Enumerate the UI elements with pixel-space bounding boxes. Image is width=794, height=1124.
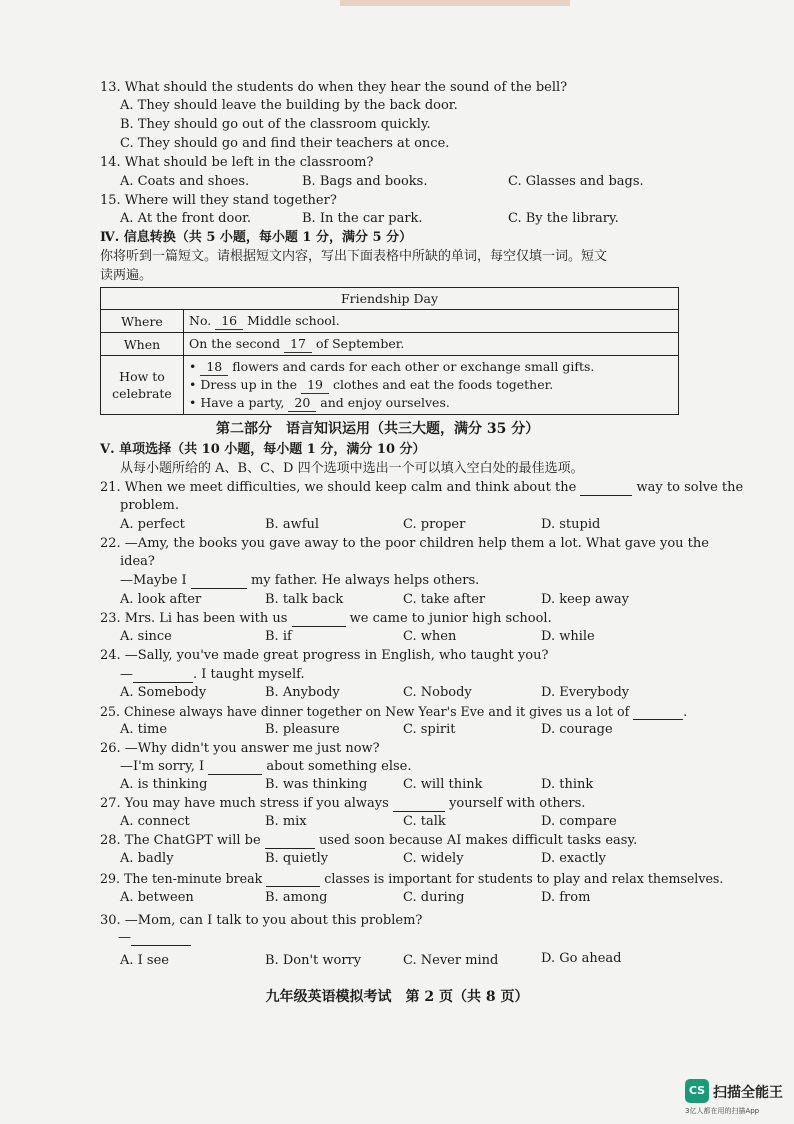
q14-stem: 14. What should be left in the classroom?	[100, 155, 374, 170]
q27-text-b: yourself with others.	[449, 796, 586, 811]
q15-stem: 15. Where will they stand together?	[100, 193, 337, 208]
q28-stem	[100, 833, 637, 849]
q25-option-d: D. courage	[541, 722, 613, 737]
q22-reply	[120, 573, 479, 589]
q13-option-b: B. They should go out of the classroom quickly.	[120, 117, 431, 132]
blank-18: 18	[200, 358, 228, 376]
top-edge-mark	[340, 0, 570, 6]
q22-reply-b: my father. He always helps others.	[250, 573, 480, 588]
when-suffix: of September.	[315, 336, 405, 351]
how-label-line2: celebrate	[112, 386, 172, 401]
q26-reply-a: —I'm sorry, I	[120, 759, 205, 774]
q30-option-c: C. Never mind	[403, 953, 499, 968]
q27-option-d: D. compare	[541, 814, 617, 829]
q22-option-b: B. talk back	[265, 592, 344, 607]
q15-option-c: C. By the library.	[508, 211, 619, 226]
how-label-line1: How to	[119, 369, 165, 384]
q23-option-a: A. since	[120, 629, 172, 644]
q29-text-a: 29. The ten-minute break	[100, 871, 263, 886]
q27-blank	[393, 798, 445, 812]
camscanner-logo: CS	[685, 1079, 709, 1103]
q26-option-b: B. was thinking	[265, 777, 368, 792]
q28-text-b: used soon because AI makes difficult tasks easy.	[318, 833, 638, 848]
blank-19: 19	[301, 376, 329, 394]
q28-option-d: D. exactly	[541, 851, 607, 866]
q30-stem: 30. —Mom, can I talk to you about this problem?	[100, 913, 423, 928]
q28-option-a: A. badly	[120, 851, 174, 866]
where-prefix: No.	[189, 313, 212, 328]
q28-option-b: B. quietly	[265, 851, 329, 866]
q21-stem	[100, 480, 743, 496]
q22-option-c: C. take after	[403, 592, 486, 607]
how1-suffix: flowers and cards for each other or exchange small gifts.	[232, 359, 595, 374]
part2-title: 第二部分 语言知识运用（共三大题，满分 35 分）	[216, 421, 540, 437]
q29-stem	[100, 871, 723, 887]
q15-option-b: B. In the car park.	[302, 211, 423, 226]
q24-reply	[120, 667, 305, 683]
q27-option-a: A. connect	[120, 814, 190, 829]
q23-blank	[292, 613, 346, 627]
q25-option-b: B. pleasure	[265, 722, 340, 737]
q29-text-b: classes is important for students to play and relax themselves.	[324, 871, 724, 886]
q22-option-a: A. look after	[120, 592, 202, 607]
q26-blank	[208, 761, 262, 775]
q23-option-d: D. while	[541, 629, 595, 644]
q23-option-c: C. when	[403, 629, 457, 644]
q21-option-d: D. stupid	[541, 517, 601, 532]
how3-suffix: and enjoy ourselves.	[320, 395, 450, 410]
q26-stem: 26. —Why didn't you answer me just now?	[100, 741, 380, 756]
blank-20: 20	[288, 394, 316, 412]
q30-option-b: B. Don't worry	[265, 953, 362, 968]
q13-option-a: A. They should leave the building by the back door.	[120, 98, 458, 113]
blank-17: 17	[284, 335, 312, 353]
q29-option-a: A. between	[120, 890, 194, 905]
row-label-when: When	[101, 333, 184, 356]
q30-option-d: D. Go ahead	[541, 951, 622, 966]
q24-reply-b: . I taught myself.	[193, 667, 305, 682]
q14-option-c: C. Glasses and bags.	[508, 174, 644, 189]
q23-text-a: 23. Mrs. Li has been with us	[100, 611, 288, 626]
q28-text-a: 28. The ChatGPT will be	[100, 833, 261, 848]
q29-option-c: C. during	[403, 890, 465, 905]
how-item-2	[189, 376, 673, 394]
table-title: Friendship Day	[101, 288, 679, 310]
q22-blank	[191, 575, 247, 589]
q25-option-a: A. time	[120, 722, 168, 737]
q25-option-c: C. spirit	[403, 722, 456, 737]
camscanner-tagline: 3亿人都在用的扫描App	[685, 1107, 760, 1115]
section4-instruction: 你将听到一篇短文。请根据短文内容，写出下面表格中所缺的单词，每空仅填一词。短文	[100, 249, 608, 264]
how-item-1	[189, 358, 673, 376]
q26-option-d: D. think	[541, 777, 594, 792]
q22-stem: 22. —Amy, the books you gave away to the poor children help them a lot. What gave you the	[100, 536, 709, 551]
q24-option-b: B. Anybody	[265, 685, 340, 700]
how2-prefix: • Dress up in the	[189, 377, 298, 392]
q26-reply-b: about something else.	[266, 759, 412, 774]
q22-stem-cont: idea?	[120, 554, 155, 569]
q21-text-a: 21. When we meet difficulties, we should keep calm and think about the	[100, 480, 577, 495]
section4-instruction-cont: 读两遍。	[100, 268, 153, 283]
q30-reply	[118, 930, 191, 946]
row-where	[184, 310, 679, 333]
q24-option-d: D. Everybody	[541, 685, 630, 700]
q24-reply-a: —	[120, 667, 133, 682]
section5-title: Ⅴ. 单项选择（共 10 小题，每小题 1 分，满分 10 分）	[100, 442, 426, 457]
q24-stem: 24. —Sally, you've made great progress in English, who taught you?	[100, 648, 549, 663]
q23-text-b: we came to junior high school.	[349, 611, 552, 626]
where-suffix: Middle school.	[247, 313, 340, 328]
q29-option-b: B. among	[265, 890, 328, 905]
q24-option-a: A. Somebody	[120, 685, 207, 700]
q29-blank	[266, 873, 320, 887]
camscanner-name: 扫描全能王	[713, 1085, 783, 1101]
q29-option-d: D. from	[541, 890, 591, 905]
q14-option-b: B. Bags and books.	[302, 174, 428, 189]
q30-reply-dash: —	[118, 930, 131, 945]
q26-reply	[120, 759, 411, 775]
section5-instruction: 从每小题所给的 A、B、C、D 四个选项中选出一个可以填入空白处的最佳选项。	[120, 461, 584, 476]
q27-text-a: 27. You may have much stress if you always	[100, 796, 389, 811]
q24-blank	[133, 669, 193, 683]
q22-option-d: D. keep away	[541, 592, 629, 607]
q21-text-b: way to solve the	[636, 480, 744, 495]
q21-option-a: A. perfect	[120, 517, 185, 532]
q24-option-c: C. Nobody	[403, 685, 472, 700]
q25-blank	[633, 706, 683, 720]
how-item-3	[189, 394, 673, 412]
q23-stem	[100, 611, 552, 627]
q13-option-c: C. They should go and find their teachers at once.	[120, 136, 450, 151]
q23-option-b: B. if	[265, 629, 292, 644]
q27-option-b: B. mix	[265, 814, 307, 829]
q26-option-a: A. is thinking	[120, 777, 208, 792]
q21-option-c: C. proper	[403, 517, 466, 532]
row-label-where: Where	[101, 310, 184, 333]
q22-reply-a: —Maybe I	[120, 573, 187, 588]
q27-option-c: C. talk	[403, 814, 446, 829]
q15-option-a: A. At the front door.	[120, 211, 252, 226]
q27-stem	[100, 796, 585, 812]
blank-16: 16	[215, 312, 243, 330]
q26-option-c: C. will think	[403, 777, 483, 792]
how1-prefix: •	[189, 359, 197, 374]
q25-stem	[100, 704, 687, 720]
row-how	[184, 356, 679, 415]
q14-option-a: A. Coats and shoes.	[120, 174, 250, 189]
q30-option-a: A. I see	[120, 953, 169, 968]
when-prefix: On the second	[189, 336, 281, 351]
q21-blank	[580, 482, 632, 496]
q30-blank	[131, 932, 191, 946]
q25-text-a: 25. Chinese always have dinner together on New Year's Eve and it gives us a lot of	[100, 704, 630, 719]
section4-title: Ⅳ. 信息转换（共 5 小题，每小题 1 分，满分 5 分）	[100, 230, 413, 245]
page-footer: 九年级英语模拟考试 第 2 页（共 8 页）	[265, 989, 529, 1005]
row-label-how	[101, 356, 184, 415]
friendship-day-table	[100, 287, 679, 415]
q28-blank	[265, 835, 315, 849]
q21-stem-cont: problem.	[120, 498, 179, 513]
how2-suffix: clothes and eat the foods together.	[332, 377, 554, 392]
row-when	[184, 333, 679, 356]
q28-option-c: C. widely	[403, 851, 464, 866]
q25-text-b: .	[683, 704, 688, 719]
q13-stem: 13. What should the students do when they hear the sound of the bell?	[100, 80, 568, 95]
q21-option-b: B. awful	[265, 517, 320, 532]
how3-prefix: • Have a party,	[189, 395, 285, 410]
